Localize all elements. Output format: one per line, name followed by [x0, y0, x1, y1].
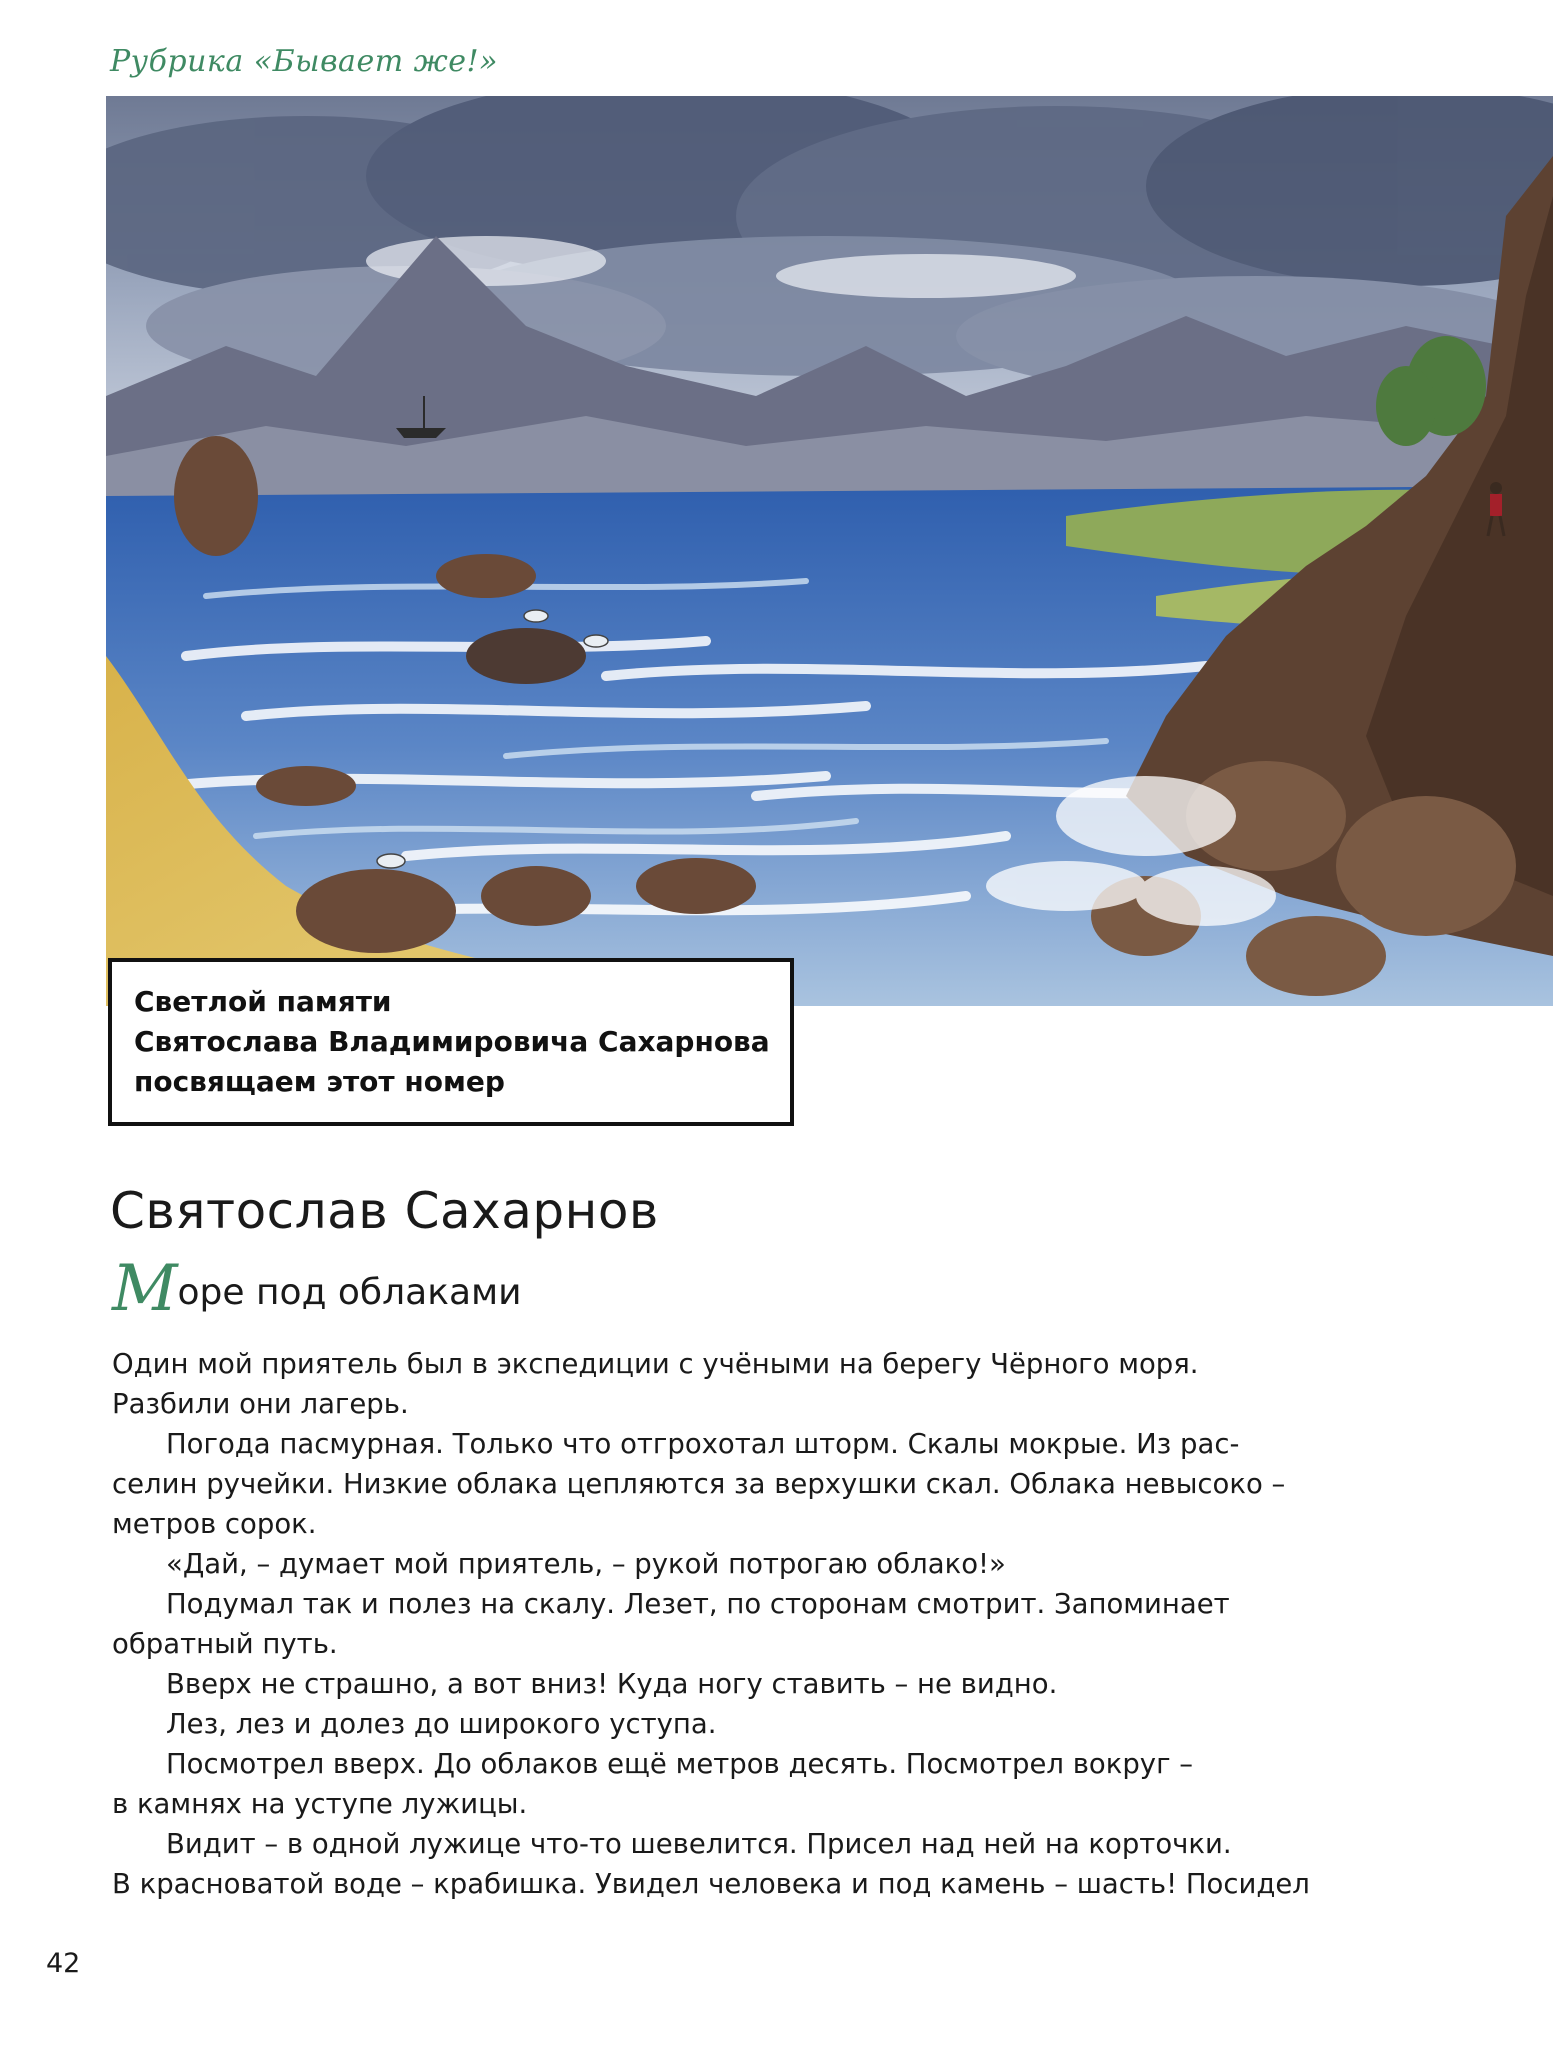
text-line: Погода пасмурная. Только что отгрохотал шторм. Скалы мокрые. Из рас- — [166, 1428, 1240, 1460]
text-line: Разбили они лагерь. — [112, 1388, 409, 1420]
text-line: обратный путь. — [112, 1628, 338, 1660]
text-line: Один мой приятель был в экспедиции с учёными на берегу Чёрного моря. — [112, 1348, 1199, 1380]
rubric-heading: Рубрика «Бывает же!» — [110, 44, 498, 79]
text-line: селин ручейки. Низкие облака цепляются за верхушки скал. Облака невысоко – — [112, 1468, 1286, 1500]
dedication-box — [108, 958, 794, 1126]
dedication-line-1: Светлой памяти — [134, 985, 392, 1018]
dedication-line-2: Святослава Владимировича Сахарнова — [134, 1025, 770, 1058]
text-line: В красноватой воде – крабишка. Увидел человека и под камень – шасть! Посидел — [112, 1868, 1310, 1900]
dedication-line-3: посвящаем этот номер — [134, 1065, 505, 1098]
author-name: Святослав Сахарнов — [110, 1182, 659, 1240]
title-rest: оре под облаками — [177, 1272, 522, 1313]
title-initial: М — [112, 1252, 178, 1326]
story-title — [112, 1252, 522, 1326]
text-line: в камнях на уступе лужицы. — [112, 1788, 528, 1820]
text-line: Вверх не страшно, а вот вниз! Куда ногу ставить – не видно. — [166, 1668, 1058, 1700]
text-line: Посмотрел вверх. До облаков ещё метров десять. Посмотрел вокруг – — [166, 1748, 1194, 1780]
seascape-watercolor-icon — [106, 96, 1553, 1006]
text-line: Подумал так и полез на скалу. Лезет, по сторонам смотрит. Запоминает — [166, 1588, 1230, 1620]
seascape-illustration — [106, 96, 1553, 1006]
text-line: «Дай, – думает мой приятель, – рукой потрогаю облако!» — [166, 1548, 1006, 1580]
page-number: 42 — [46, 1948, 81, 1979]
text-line: Видит – в одной лужице что-то шевелится. Присел над ней на корточки. — [166, 1828, 1232, 1860]
text-line: Лез, лез и долез до широкого уступа. — [166, 1708, 717, 1740]
text-line: метров сорок. — [112, 1508, 317, 1540]
story-text — [112, 1344, 1310, 1904]
